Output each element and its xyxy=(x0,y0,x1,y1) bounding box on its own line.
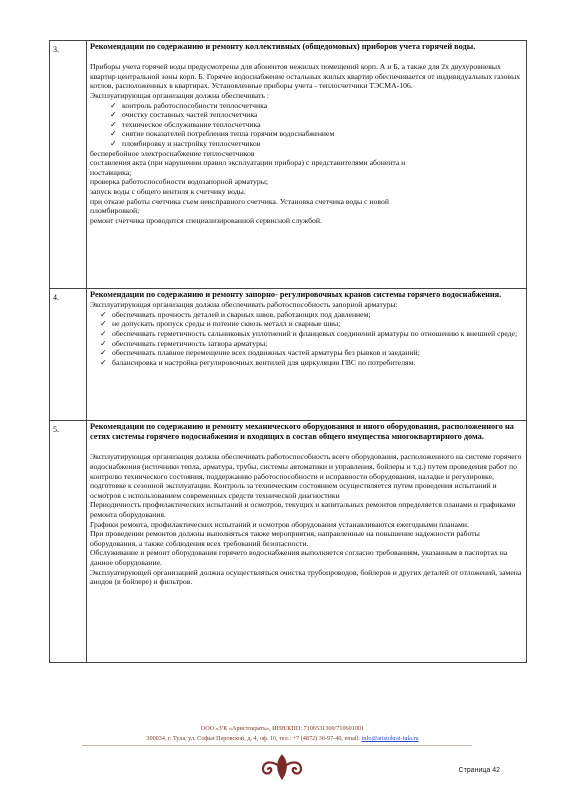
section-content xyxy=(87,41,527,289)
check-icon: ✓ xyxy=(100,348,107,358)
text-line: ремонт счетчика проводится специализированной сервисной службой. xyxy=(90,215,322,225)
section-heading: Рекомендации по содержанию и ремонту механического оборудования и иного оборудования, расположенного на сетях системы горячего водоснабжения и входящих в состав общего имущества многоквартирного дома. xyxy=(90,422,514,442)
ornament-icon xyxy=(257,752,307,782)
paragraph: Графики ремонта, профилактических испытаний и осмотров оборудования устанавливаются ежегодными планами. xyxy=(90,519,469,529)
table-row xyxy=(50,289,527,421)
email-link[interactable]: info@aristokrat-tula.ru xyxy=(361,735,419,742)
list-item: ✓ снятие показателей потребления тепла горячим водоснабжением xyxy=(110,129,335,139)
section-lead: Эксплуатирующая организация должна обеспечивать работоспособность запорной арматуры: xyxy=(90,300,398,310)
check-icon: ✓ xyxy=(100,357,107,367)
section-content xyxy=(87,421,527,663)
recommendations-table xyxy=(49,40,527,663)
check-icon: ✓ xyxy=(100,319,107,329)
list-item: ✓ обеспечивать прочность деталей и сварных швов, работающих под давлением; xyxy=(100,309,371,319)
section-content xyxy=(87,289,527,421)
section-number: 4. xyxy=(50,289,87,421)
text-line: составления акта (при нарушении правил эксплуатации прибора) с представителями абонента и поставщика; xyxy=(90,158,406,177)
check-icon: ✓ xyxy=(110,119,117,129)
paragraph: Эксплуатирующая организация должна обеспечивать работоспособность всего оборудования, расположенного на системе горячего водоснабжения (источники тепла, арматура, трубы, системы автоматики и управления, бойлеры и т.д.) путем проведения работ по контролю технического состояния, поддержанию работоспособности и исправности оборудования, наладке и регулировке, подготовке к сезонной эксплуатации. Контроль за техническим состоянием осуществляется путем проведения испытаний и осмотров с использованием современных средств технической диагностики xyxy=(90,452,522,500)
table-row xyxy=(50,421,527,663)
list-item: ✓ не допускать пропуск среды и потение сквозь металл и сварные швы; xyxy=(100,319,341,329)
section-intro: Приборы учета горячей воды предусмотрены для абонентов нежилых помещений корп. А и Б, а также для 2х двухуровневых квартир центральной зоны корп. Б. Горячее водоснабжение остальных жилых квартир обеспечивается от индивидуальных газовых котлов, расположенных в квартирах. Установленные приборы учета - теплосчетчики ТЭСМА-106. xyxy=(90,62,521,91)
check-icon: ✓ xyxy=(100,338,107,348)
footer-address xyxy=(0,735,565,742)
paragraph: Периодичность профилактических испытаний и осмотров, текущих и капитальных ремонтов определяется планами и графиками ремонта оборудования. xyxy=(90,500,516,519)
list-item: ✓ контроль работоспособности теплосчетчика xyxy=(110,100,268,110)
footer-divider xyxy=(82,745,472,746)
section-number: 5. xyxy=(50,421,87,663)
check-list xyxy=(90,101,523,149)
list-item: ✓ обеспечивать герметичность сальниковых уплотнений и фланцевых соединений арматуры по отношению к внешней среде; xyxy=(100,328,518,338)
check-icon: ✓ xyxy=(110,129,117,139)
list-item: ✓ очистку составных частей теплосчетчика xyxy=(110,110,258,120)
section-number: 3. xyxy=(50,41,87,289)
text-line: при отказе работы счетчика съем неисправного счетчика. Установка счетчика воды с новой пломбировкой; xyxy=(90,196,389,216)
check-icon: ✓ xyxy=(110,138,117,148)
paragraph: При проведении ремонтов должны выполняться также мероприятия, направленные на повышение надежности работы оборудования, а также соблюдения всех требований безопасности. xyxy=(90,529,480,548)
check-list xyxy=(90,310,523,368)
footer-address-text: 300034, г. Тула, ул. Софьи Перовской, д. 4, оф. 16, тел.: +7 (4872) 36-97-40, email: xyxy=(146,735,362,742)
page-number: Страница 42 xyxy=(458,767,500,774)
list-item: ✓ обеспечивать герметичность затвора арматуры; xyxy=(100,338,268,348)
list-item: ✓ балансировка и настройка регулировочных вентилей для циркуляции ГВС по потребителям. xyxy=(100,357,416,367)
check-icon: ✓ xyxy=(100,328,107,338)
paragraph: Обслуживание и ремонт оборудования горячего водоснабжения выполняется согласно требованиям, указанным в паспортах на данное оборудование. xyxy=(90,548,508,567)
section-heading: Рекомендации по содержанию и ремонту запорно- регулировочных кранов системы горячего водоснабжения. xyxy=(90,290,502,299)
section-heading: Рекомендации по содержанию и ремонту коллективных (общедомовых) приборов учета горячей воды. xyxy=(90,42,476,51)
paragraph: Эксплуатирующей организацией должна осуществляться очистка трубопроводов, бойлеров и других деталей от отложений, замена анодов (в бойлере) и фильтров. xyxy=(90,567,522,587)
list-item: ✓ обеспечивать плавное перемещение всех подвижных частей арматуры без рывков и заеданий; xyxy=(100,348,420,358)
text-line: бесперебойное электроснабжение теплосчетчиков xyxy=(90,148,255,158)
text-line: запуск воды с общего вентиля к счетчику воды. xyxy=(90,186,246,196)
list-item: ✓ пломбировку и настройку теплосчетчиков xyxy=(110,138,261,148)
footer-company: ООО «УК «Аристократъ», ИНН/КПП: 7106531300/710601001 xyxy=(200,725,365,732)
check-icon: ✓ xyxy=(110,100,117,110)
list-item: ✓ техническое обслуживание теплосчетчика xyxy=(110,119,261,129)
text-line: проверка работоспособности водозапорной арматуры; xyxy=(90,177,268,187)
check-icon: ✓ xyxy=(110,110,117,120)
check-icon: ✓ xyxy=(100,309,107,319)
section-lead: Эксплуатирующая организация должна обеспечивать : xyxy=(90,90,270,100)
table-row xyxy=(50,41,527,289)
